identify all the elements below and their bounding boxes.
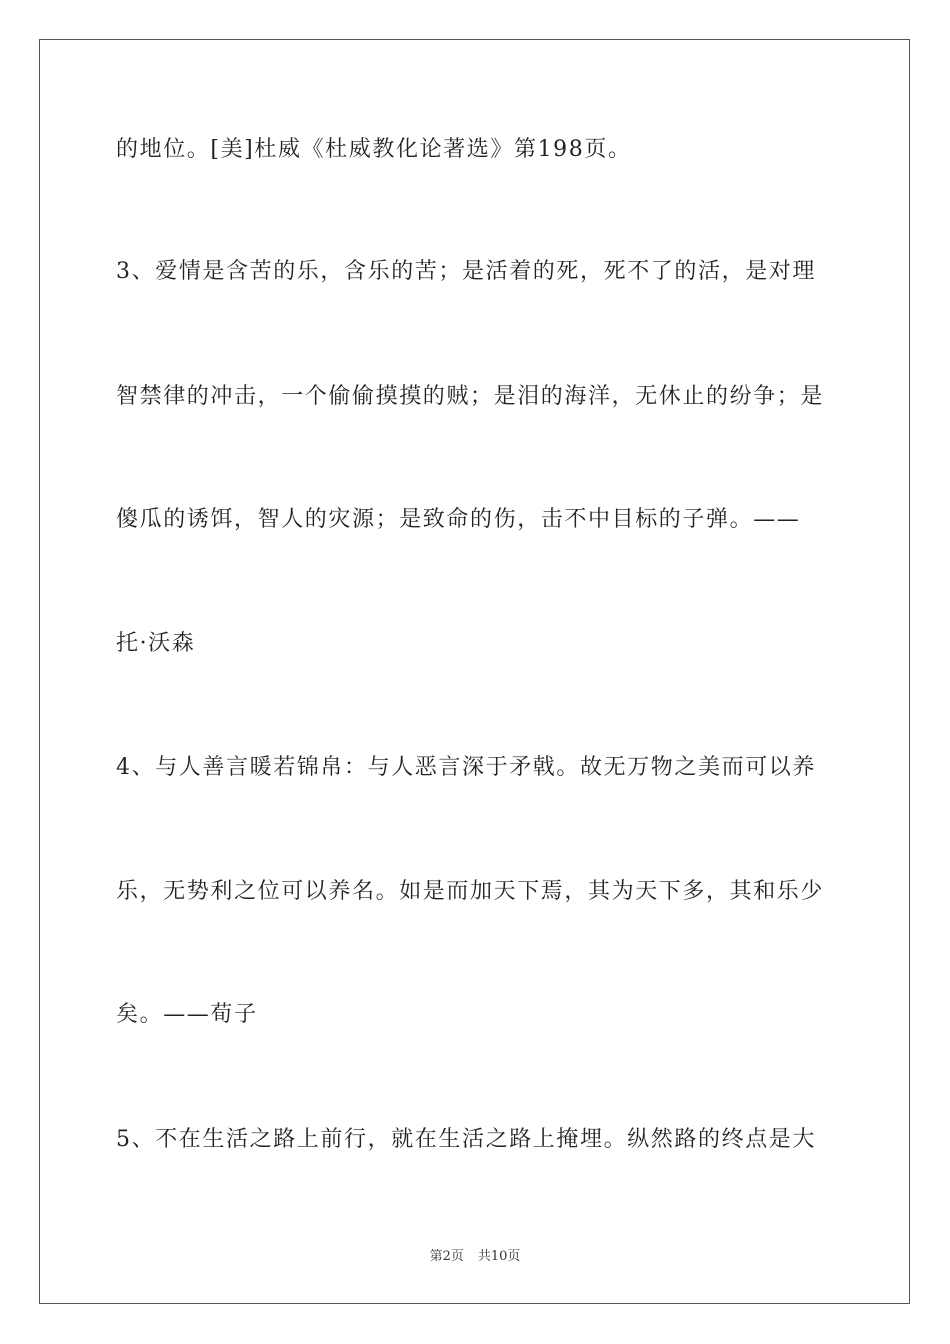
text-line: 托·沃森 [116,631,196,656]
text-line: 5、不在生活之路上前行，就在生活之路上掩埋。纵然路的终点是大 [116,1127,816,1152]
page-frame [39,39,910,1304]
text-line: 4、与人善言暖若锦帛：与人恶言深于矛戟。故无万物之美而可以养 [116,755,816,780]
page-number: 第2页 [429,1249,464,1264]
text-line: 傻瓜的诱饵，智人的灾源；是致命的伤，击不中目标的子弹。—— [116,507,801,532]
text-line: 的地位。[美]杜威《杜威教化论著选》第198页。 [116,137,632,162]
page-total: 共10页 [477,1249,521,1264]
text-line: 矣。——荀子 [116,1002,258,1027]
text-line: 乐，无势利之位可以养名。如是而加天下焉，其为天下多，其和乐少 [116,879,825,904]
text-line: 智禁律的冲击，一个偷偷摸摸的贼；是泪的海洋，无休止的纷争；是 [116,384,825,409]
page-footer [0,1248,950,1266]
text-line: 3、爱情是含苦的乐，含乐的苦；是活着的死，死不了的活，是对理 [116,259,816,284]
